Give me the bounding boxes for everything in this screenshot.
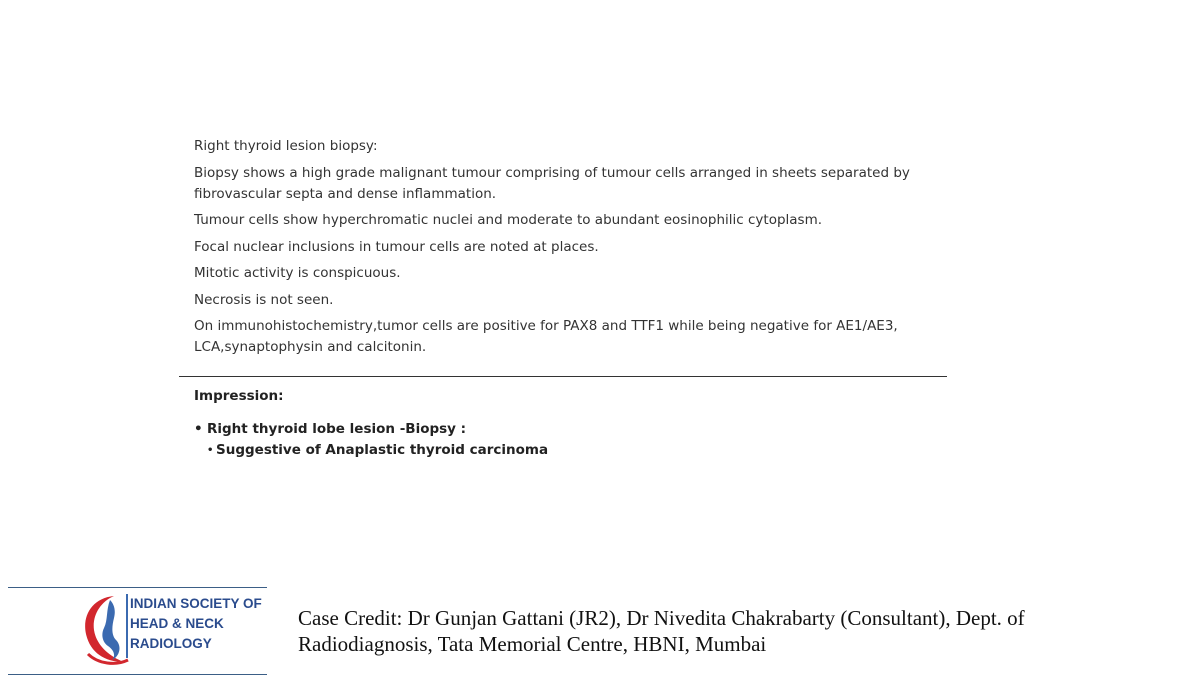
logo-line: INDIAN SOCIETY OF [130,596,262,611]
report-paragraph: Focal nuclear inclusions in tumour cells are noted at places. [194,238,599,255]
report-paragraph: On immunohistochemistry,tumor cells are positive for PAX8 and TTF1 while being negative for AE1/AE3, LCA,synaptophysin and calcitonin. [194,318,898,355]
impression-section [194,386,934,461]
impression-bullet-text: Right thyroid lobe lesion -Biopsy : [207,421,467,437]
impression-title: Impression: [194,388,284,404]
logo-line: RADIOLOGY [130,636,212,651]
report-paragraph: Mitotic activity is conspicuous. [194,265,401,281]
impression-sub-bullet [194,440,934,461]
section-divider [179,376,947,377]
society-logo [8,587,267,675]
credit-line: Case Credit: Dr Gunjan Gattani (JR2), Dr Nivedita Chakrabarty (Consultant), Dept. of [298,606,1025,630]
biopsy-report [194,136,934,364]
report-paragraph: Necrosis is not seen. [194,291,334,308]
report-paragraph: Tumour cells show hyperchromatic nuclei and moderate to abundant eosinophilic cytoplasm. [194,212,823,228]
logo-line: HEAD & NECK [130,616,224,631]
logo-text [130,594,262,654]
head-neck-emblem-icon [74,590,132,668]
report-heading: Right thyroid lesion biopsy: [194,138,378,154]
logo-divider [126,594,128,658]
impression-bullet [194,419,934,440]
impression-sub-bullet-text: Suggestive of Anaplastic thyroid carcinoma [216,442,549,458]
bullet-icon: • [194,421,203,437]
case-credit [298,605,1158,657]
sub-bullet-icon: • [207,445,214,456]
credit-line: Radiodiagnosis, Tata Memorial Centre, HBNI, Mumbai [298,632,767,656]
report-paragraph: Biopsy shows a high grade malignant tumour comprising of tumour cells arranged in sheets separated by fibrovascular septa and dense inflammation. [194,164,910,202]
